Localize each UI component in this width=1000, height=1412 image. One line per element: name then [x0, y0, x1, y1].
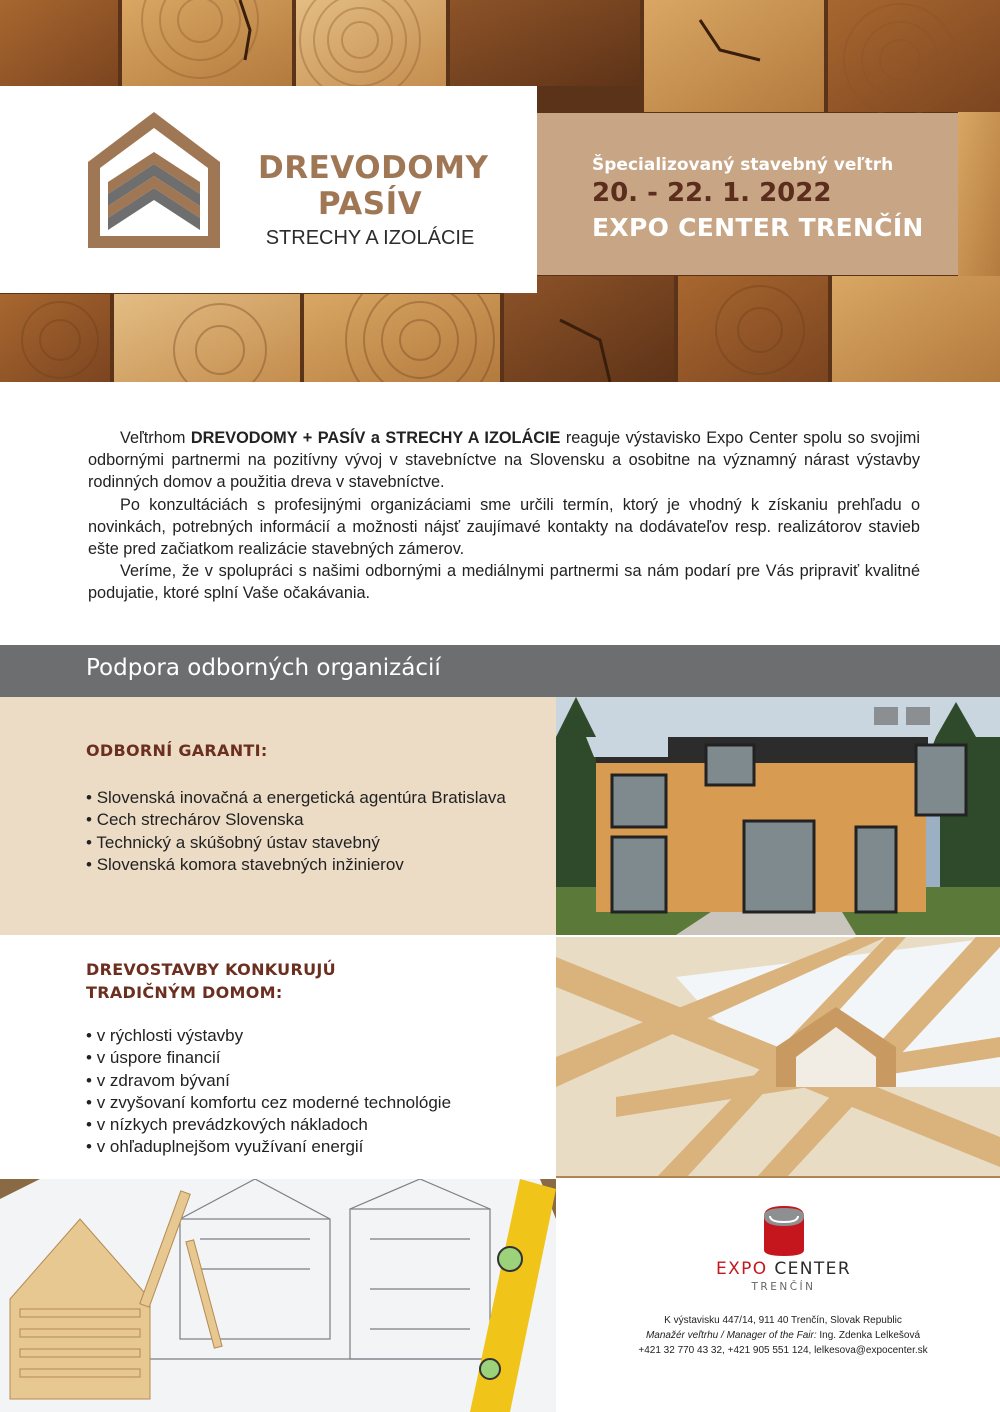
list-item: • v úspore financií: [86, 1047, 451, 1069]
list-item: • v rýchlosti výstavby: [86, 1025, 451, 1047]
list-item: • v zvyšovaní komfortu cez moderné technológie: [86, 1092, 451, 1114]
brand-subtitle: STRECHY A IZOLÁCIE: [265, 227, 475, 249]
list-item: • Cech strechárov Slovenska: [86, 809, 506, 831]
advantages-list: [86, 1025, 451, 1159]
intro-paragraph-3: Veríme, že v spolupráci s našimi odbornými a mediálnymi partnermi sa nám podarí pre Vás pripraviť kvalitné podujatie, ktoré splní Vaše očakávania.: [88, 562, 920, 603]
advantages-heading-line2: TRADIČNÝM DOMOM:: [86, 983, 283, 1002]
house-logo-icon: [88, 112, 220, 248]
brand-title-line2: PASÍV: [317, 186, 423, 222]
guarantors-heading: ODBORNÍ GARANTI:: [86, 741, 268, 760]
guarantors-list: [86, 787, 506, 876]
list-item: • v zdravom bývaní: [86, 1070, 451, 1092]
event-kicker: Špecializovaný stavebný veľtrh: [592, 155, 894, 175]
event-dates: 20. - 22. 1. 2022: [592, 178, 832, 208]
list-item: • v nízkych prevádzkových nákladoch: [86, 1114, 451, 1136]
list-item: • Slovenská inovačná a energetická agentúra Bratislava: [86, 787, 506, 809]
contact-address: K výstavisku 447/14, 911 40 Trenčín, Slovak Republic: [664, 1315, 902, 1326]
contact-manager: Manažér veľtrhu / Manager of the Fair: Ing. Zdenka Lelkešová: [645, 1330, 921, 1341]
event-venue: EXPO CENTER TRENČÍN: [592, 213, 924, 242]
wooden-house-photo: [556, 697, 1000, 935]
section-title: Podpora odborných organizácií: [86, 655, 441, 681]
expo-center-city: TRENČÍN: [751, 1281, 816, 1293]
advantages-heading-line1: DREVOSTAVBY KONKURUJÚ: [86, 960, 336, 979]
roof-truss-photo: [556, 937, 1000, 1178]
expo-center-name: EXPO CENTER: [715, 1259, 852, 1279]
expo-center-logo-icon: [760, 1204, 808, 1258]
list-item: • Technický a skúšobný ústav stavebný: [86, 832, 506, 854]
list-item: • Slovenská komora stavebných inžinierov: [86, 854, 506, 876]
intro-paragraph-1: Veľtrhom DREVODOMY + PASÍV a STRECHY A IZOLÁCIE reaguje výstavisko Expo Center spolu so svojimi odbornými partnermi na pozitívny vývoj v stavebníctve na Slovensku a osobitne na významný nárast výstavby rodinných domov a použitia dreva v stavebníctve.: [88, 429, 920, 492]
blueprint-photo: [0, 1179, 556, 1412]
intro-text: [88, 427, 920, 605]
contact-phone-email: +421 32 770 43 32, +421 905 551 124, lelkesova@expocenter.sk: [638, 1345, 928, 1356]
list-item: • v ohľaduplnejšom využívaní energií: [86, 1136, 451, 1158]
brand-title-line1: DREVODOMY: [258, 150, 489, 186]
intro-paragraph-2: Po konzultáciách s profesijnými organizáciami sme určili termín, ktorý je vhodný k získaniu prehľadu o novinkách, potrebných informácií a možnosti nájsť zaujímavé kontakty na dodávateľov resp. realizátorov stavieb ešte pred začiatkom realizácie stavebných zámerov.: [88, 495, 920, 559]
